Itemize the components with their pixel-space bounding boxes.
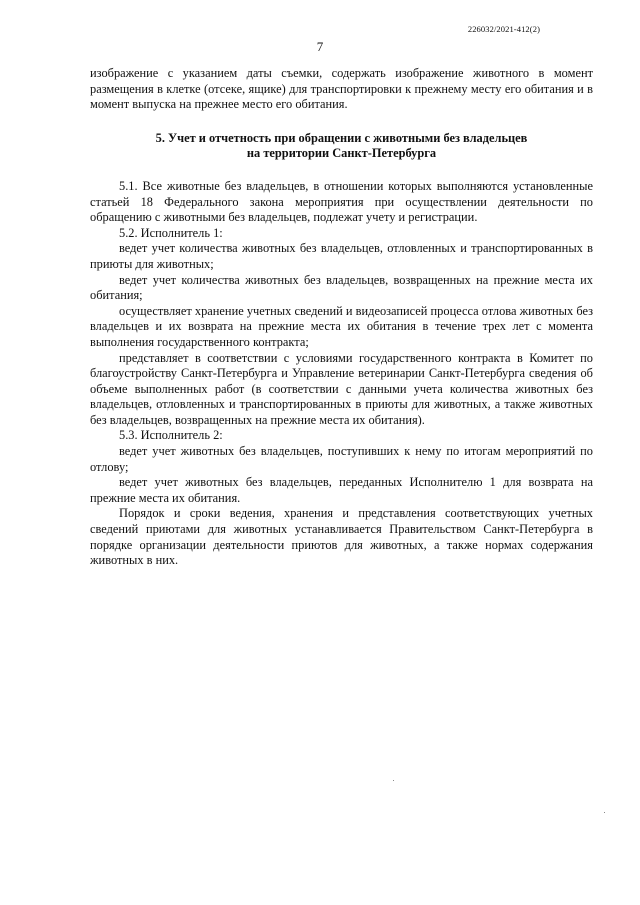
scan-speck — [604, 812, 605, 813]
paragraph-5-1: 5.1. Все животные без владельцев, в отношении которых выполняются установленные статьей 18 Федерального закона мероприятия при осуществлении деятельности по обращению с животными без владельцев, подлежат учету и регистрации. — [90, 178, 593, 225]
paragraph-procedure: Порядок и сроки ведения, хранения и представления соответствующих учетных сведений приютами для животных устанавливается Правительством Санкт-Петербурга в порядке организации деятельности приютов для животных, а также нормах содержания животных в них. — [90, 506, 593, 568]
section-heading — [90, 131, 593, 162]
page-number: 7 — [316, 39, 324, 54]
paragraph-executor1-count-returned: ведет учет количества животных без владельцев, возвращенных на прежние места их обитания; — [90, 272, 593, 303]
document-body — [90, 66, 593, 569]
paragraph-5-3: 5.3. Исполнитель 2: — [119, 428, 223, 443]
section-heading-line-1: 5. Учет и отчетность при обращении с животными без владельцев — [155, 130, 528, 145]
paragraph-executor2-count-transferred: ведет учет животных без владельцев, переданных Исполнителю 1 для возврата на прежние места их обитания. — [90, 475, 593, 505]
paragraph-executor1-reporting: представляет в соответствии с условиями государственного контракта в Комитет по благоустройству Санкт-Петербурга и Управление ветеринарии Санкт-Петербурга сведения об объеме выполненных работ (в соответствии с данными учета количества животных без владельцев, отловленных и транспортированных в приюты для животных, а также животных без владельцев, возвращенных на прежние места их обитания). — [90, 350, 593, 427]
scan-speck — [393, 780, 394, 781]
intro-paragraph: изображение с указанием даты съемки, содержать изображение животного в момент размещения в клетке (отсеке, ящике) для транспортировки к прежнему месту его обитания и в момент выпуска на прежнее место его обитания. — [90, 66, 593, 112]
paragraph-executor1-storage: осуществляет хранение учетных сведений и видеозаписей процесса отлова животных без владельцев и их возврата на прежние места их обитания в течение трех лет с момента выполнения государственного контракта; — [90, 303, 593, 349]
document-number: 226032/2021-412(2) — [467, 24, 540, 34]
paragraph-executor1-count-caught: ведет учет количества животных без владельцев, отловленных и транспортированных в приюты для животных; — [90, 241, 593, 271]
paragraph-5-2: 5.2. Исполнитель 1: — [119, 225, 223, 240]
section-heading-line-2: на территории Санкт-Петербурга — [246, 146, 437, 161]
paragraph-executor2-count-received: ведет учет животных без владельцев, поступивших к нему по итогам мероприятий по отлову; — [90, 444, 593, 474]
